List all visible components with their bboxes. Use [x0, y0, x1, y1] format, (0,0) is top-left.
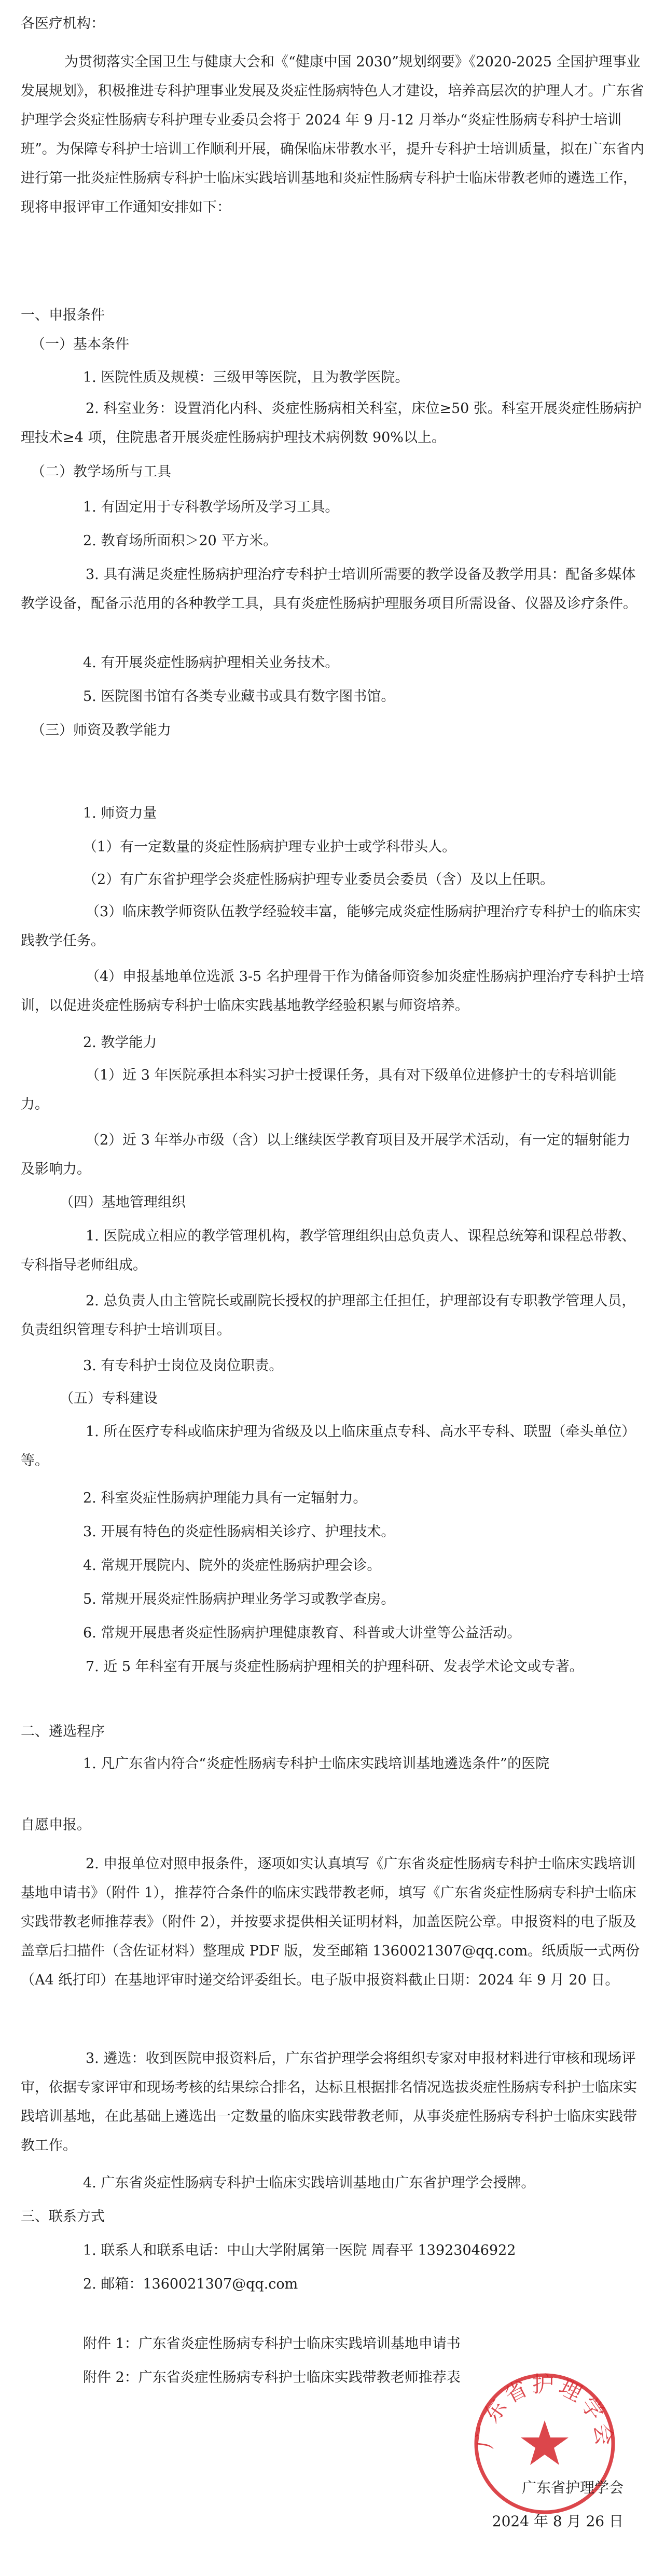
contact-email: 2. 邮箱：1360021307@qq.com [83, 2276, 298, 2292]
subsection-specialty-building: （五）专科建设 [60, 1390, 158, 1407]
item-teaching-equipment: 3. 具有满足炎症性肠病护理治疗专科护士培训所需要的教学设备及教学用具：配备多媒体教学设备，配备示范用的各种教学工具，具有炎症性肠病护理服务项目所需设备、仪器及诊疗条件。 [21, 567, 637, 612]
item-related-technology: 4. 有开展炎症性肠病护理相关业务技术。 [83, 655, 339, 671]
item-procedure-4: 4. 广东省炎症性肠病专科护士临床实践培训基地由广东省护理学会授牌。 [83, 2175, 535, 2191]
attachment-2: 附件 2：广东省炎症性肠病专科护士临床实践带教老师推荐表 [83, 2370, 461, 2386]
item-teaching-ability-1: （1）近 3 年医院承担本科实习护士授课任务，具有对下级单位进修护士的专科培训能力。 [21, 1067, 617, 1112]
item-specialty-4: 4. 常规开展院内、院外的炎症性肠病护理会诊。 [83, 1558, 381, 1574]
item-faculty-2: （2）有广东省护理学会炎症性肠病护理专业委员会委员（含）及以上任职。 [83, 872, 555, 888]
item-specialty-2: 2. 科室炎症性肠病护理能力具有一定辐射力。 [83, 1490, 367, 1506]
item-fixed-venue: 1. 有固定用于专科教学场所及学习工具。 [83, 499, 339, 515]
item-faculty-1: （1）有一定数量的炎症性肠病护理专业护士或学科带头人。 [83, 839, 456, 855]
item-management-3: 3. 有专科护士岗位及岗位职责。 [83, 1358, 283, 1374]
intro-paragraph: 为贯彻落实全国卫生与健康大会和《“健康中国 2030”规划纲要》《2020-2025 全国护理事业发展规划》，积极推进专科护理事业发展及炎症性肠病特色人才建设，培养高层次的护理人才。广东省护理学会炎症性肠病专科护理专业委员会将于 2024 年 9 月-12 月举办“炎症性肠病专科护士培训班”。为保障专科护士培训工作顺利开展，确保临床带教水平，提升专科护士培训质量，拟在广东省内进行第一批炎症性肠病专科护士临床实践培训基地和炎症性肠病专科护士临床带教老师的遴选工作，现将申报评审工作通知安排如下： [21, 54, 644, 215]
item-specialty-3: 3. 开展有特色的炎症性肠病相关诊疗、护理技术。 [83, 1524, 395, 1540]
section-1-title: 一、申报条件 [21, 307, 105, 323]
item-management-2: 2. 总负责人由主管院长或副院长授权的护理部主任担任，护理部设有专职教学管理人员，负责组织管理专科护士培训项目。 [21, 1293, 636, 1338]
subsection-teaching-venue: （二）教学场所与工具 [31, 464, 171, 480]
item-department-business: 2. 科室业务：设置消化内科、炎症性肠病相关科室，床位≥50 张。科室开展炎症性肠病护理技术≥4 项，住院患者开展炎症性肠病护理技术病例数 90%以上。 [21, 401, 642, 446]
item-procedure-1: 1. 凡广东省内符合“炎症性肠病专科护士临床实践培训基地遴选条件”的医院 [83, 1756, 549, 1772]
official-seal [467, 2366, 622, 2522]
item-procedure-2: 2. 申报单位对照申报条件，逐项如实认真填写《广东省炎症性肠病专科护士临床实践培训基地申请书》（附件 1），推荐符合条件的临床实践带教老师，填写《广东省炎症性肠病专科护士临床实践带教老师推荐表》（附件 2），并按要求提供相关证明材料，加盖医院公章。申报资料的电子版及盖章后扫描件（含佐证材料）整理成 PDF 版，发至邮箱 1360021307@qq.com。纸质版一式两份（A4 纸打印）在基地评审时递交给评委组长。电子版申报资料截止日期：2024 年 9 月 20 日。 [21, 1856, 640, 1988]
item-faculty-4: （4）申报基地单位选派 3-5 名护理骨干作为储备师资参加炎症性肠病护理治疗专科护士培训，以促进炎症性肠病专科护士临床实践基地教学经验积累与师资培养。 [21, 969, 644, 1014]
subsection-faculty: （三）师资及教学能力 [31, 722, 171, 738]
item-teaching-ability: 2. 教学能力 [83, 1035, 157, 1051]
seal-text: 广东省护理学会 [472, 2372, 618, 2450]
item-hospital-scale: 1. 医院性质及规模：三级甲等医院，且为教学医院。 [83, 369, 409, 385]
item-specialty-5: 5. 常规开展炎症性肠病护理业务学习或教学查房。 [83, 1591, 395, 1607]
item-specialty-6: 6. 常规开展患者炎症性肠病护理健康教育、科普或大讲堂等公益活动。 [83, 1625, 521, 1641]
subsection-basic-conditions: （一）基本条件 [31, 336, 129, 352]
item-management-1: 1. 医院成立相应的教学管理机构，教学管理组织由总负责人、课程总统筹和课程总带教、专科指导老师组成。 [21, 1228, 636, 1273]
item-procedure-3: 3. 遴选：收到医院申报资料后，广东省护理学会将组织专家对申报材料进行审核和现场评审，依据专家评审和现场考核的结果综合排名，达标且根据排名情况选拔炎症性肠病专科护士临床实践培训基地，在此基础上遴选出一定数量的临床实践带教老师，从事炎症性肠病专科护士临床实践带教工作。 [21, 2050, 637, 2154]
signer: 广东省护理学会 [521, 2479, 624, 2496]
item-faculty-3: （3）临床教学师资队伍教学经验较丰富，能够完成炎症性肠病护理治疗专科护士的临床实践教学任务。 [21, 904, 641, 949]
item-faculty-strength: 1. 师资力量 [83, 805, 157, 821]
item-library: 5. 医院图书馆有各类专业藏书或具有数字图书馆。 [83, 688, 395, 705]
salutation: 各医疗机构： [21, 16, 105, 32]
section-3-title: 三、联系方式 [21, 2209, 105, 2225]
section-2-title: 二、遴选程序 [21, 1724, 105, 1740]
issue-date: 2024 年 8 月 26 日 [492, 2513, 624, 2530]
item-specialty-7: 7. 近 5 年科室有开展与炎症性肠病护理相关的护理科研、发表学术论文或专著。 [86, 1659, 584, 1675]
contact-person: 1. 联系人和联系电话：中山大学附属第一医院 周春平 13923046922 [83, 2242, 516, 2258]
item-venue-area: 2. 教育场所面积＞20 平方米。 [83, 533, 278, 549]
item-specialty-1: 1. 所在医疗专科或临床护理为省级及以上临床重点专科、高水平专科、联盟（牵头单位）等。 [21, 1424, 636, 1469]
item-procedure-1-cont: 自愿申报。 [21, 1817, 91, 1833]
item-teaching-ability-2: （2）近 3 年举办市级（含）以上继续医学教育项目及开展学术活动，有一定的辐射能力及影响力。 [21, 1132, 631, 1177]
attachment-1: 附件 1：广东省炎症性肠病专科护士临床实践培训基地申请书 [83, 2336, 461, 2352]
subsection-base-management: （四）基地管理组织 [60, 1194, 186, 1210]
